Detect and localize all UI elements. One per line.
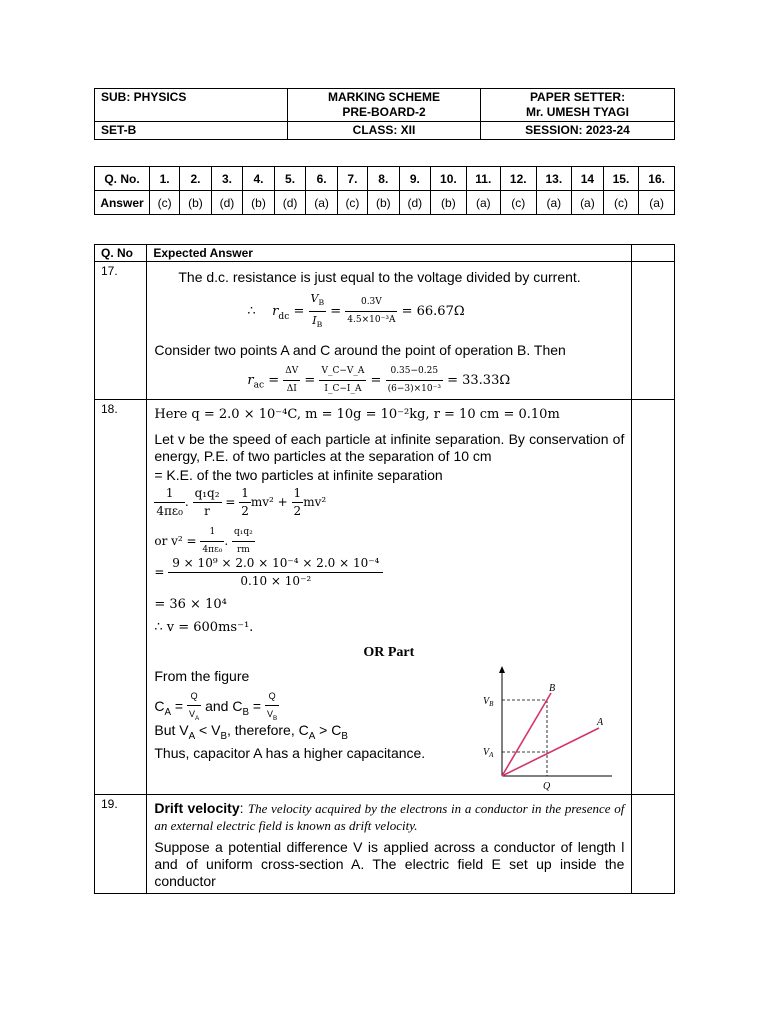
q18-q-vb [265,688,279,727]
qno-18: 18. [95,400,147,795]
q18-va-sub: A [195,714,200,722]
qno-19: 19. [95,795,147,894]
q18-coulomb-const [154,485,185,520]
marks-17 [631,262,674,400]
q18-q1q2: q₁q₂ [193,485,222,503]
q17-den2: (6−3)×10⁻³ [387,384,441,394]
q17-rdc-equation [247,290,464,333]
q17-eq-3: = [268,373,280,388]
setter-cell [481,89,675,122]
scheme-title: MARKING SCHEME [327,90,440,104]
q17-rac-equation [247,363,510,398]
q17-rac-symbol: r [247,373,254,388]
q18-big-fraction [168,555,383,590]
mcq-question-3: 3. [211,167,243,191]
mcq-question-8: 8. [368,167,400,191]
mcq-answer-15: (c) [603,191,639,215]
q17-eq-4: = [304,373,316,388]
mcq-answer-2: (b) [180,191,212,215]
mcq-answer-12: (c) [500,191,536,215]
graph-label-vb: $V_B$ [483,696,494,708]
mcq-question-12: 12. [500,167,536,191]
q19-term: Drift velocity [154,800,240,816]
answer-row-17 [95,262,675,400]
q17-dv-di-fraction [283,363,300,398]
q17-icia: I_C−I_A [324,384,362,394]
q18-4pe: 4πε₀ [156,504,183,518]
session-label: SESSION: 2023-24 [525,123,630,137]
qno-17: 17. [95,262,147,400]
graph-label-b: B [549,683,556,694]
q18-q1q2-r [193,485,222,520]
mcq-question-11: 11. [466,167,500,191]
q17-rdc-sub: dc [278,311,290,322]
q18-ca: C [154,698,165,715]
mcq-answer-13: (a) [536,191,572,215]
mcq-answer-table [94,166,675,215]
q17-therefore-symbol: ∴ [247,304,256,320]
mcq-question-5: 5. [274,167,306,191]
q18-half1-den: 2 [241,504,249,518]
mcq-answer-1: (c) [150,191,180,215]
mcq-answer-8: (b) [368,191,400,215]
q18-line2: = K.E. of the two particles at infinite separation [154,467,443,483]
q18-comparison [154,722,348,745]
setter-label: PAPER SETTER: [529,90,626,104]
q18-half2-num: 1 [292,485,304,503]
setter-name: Mr. UMESH TYAGI [526,105,629,119]
q17-line1: The d.c. resistance is just equal to the voltage divided by current. [178,269,581,285]
marks-19 [631,795,674,894]
marks-18 [631,400,674,795]
mcq-question-1: 1. [150,167,180,191]
graph-label-q: Q [543,781,551,792]
q18-big-den: 0.10 × 10⁻² [240,574,312,588]
q19-colon: : [239,800,244,816]
graph-label-va: $V_A$ [483,747,494,759]
q18-or-num: 1 [200,524,224,542]
q17-vb-sub: B [318,298,325,308]
graph-label-a: A [597,717,604,728]
q18-ca2: A [308,730,316,742]
q17-vb-ib-fraction [309,290,327,333]
q18-or-qrm [232,524,255,559]
q18-vb-sub: B [273,714,278,722]
q17-value2-fraction [386,363,443,398]
q18-mv2: mv² [303,495,327,509]
exam-name: PRE-BOARD-2 [342,105,426,119]
set-cell [95,122,288,140]
q18-conclusion: Thus, capacitor A has a higher capacitance. [154,745,426,761]
graph-y-arrow [499,666,505,673]
session-cell [481,122,675,140]
q18-ca-sub: A [164,706,172,718]
answer-row-19 [95,795,675,894]
subject-label: SUB: PHYSICS [101,90,187,104]
mcq-answer-4: (b) [243,191,275,215]
q19-definition-block [154,800,624,834]
mcq-answer-10: (b) [431,191,467,215]
q18-cb-sub: B [242,706,250,718]
q18-gt-cb: > C [319,722,342,738]
q18-half-1 [239,485,251,520]
q17-vb: V [310,292,319,305]
class-label: CLASS: XII [352,123,416,137]
mcq-answer-11: (a) [466,191,500,215]
q17-rac-sub: ac [253,380,265,391]
q17-ib: I [312,314,317,328]
mcq-question-14: 14 [572,167,604,191]
answer-18 [147,400,631,795]
mcq-answer-5: (d) [274,191,306,215]
q17-eq-5: = [370,373,382,388]
col-qno-header: Q. No [95,245,147,262]
q18-half1-num: 1 [239,485,251,503]
mcq-answer-14: (a) [572,191,604,215]
mcq-question-10: 10. [431,167,467,191]
q17-ib-sub: B [316,320,323,330]
q17-result2: = 33.33Ω [447,373,511,388]
q18-capacitance-defs: $C_A$ = $\frac{Q}{V_A}$ and $C_B$ = $\frac{Q}{V_B}$ [154,688,279,727]
q18-cb2: B [341,730,348,742]
mcq-question-15: 15. [603,167,639,191]
q-v-graph [475,658,615,793]
q17-value-fraction [345,294,397,329]
q18-but-a: A [188,730,196,742]
q17-eq-2: = [330,304,342,320]
q18-or-rm: rm [236,545,250,555]
mcq-question-13: 13. [536,167,572,191]
q18-or-den: 4πε₀ [202,545,223,555]
mcq-question-row [95,167,675,191]
q18-given: Here q = 2.0 × 10⁻⁴C, m = 10g = 10⁻²kg, r = 10 cm = 0.10m [154,407,560,422]
q18-big-num: 9 × 10⁹ × 2.0 × 10⁻⁴ × 2.0 × 10⁻⁴ [168,555,383,573]
q17-num2: 0.35−0.25 [386,363,443,381]
q17-result1: = 66.67Ω [401,304,465,320]
mcq-question-4: 4. [243,167,275,191]
q18-mv2-plus: mv² + [250,495,288,509]
q17-di: ΔI [286,384,297,394]
mcq-question-16: 16. [639,167,675,191]
q18-therefore-c: , therefore, C [227,722,309,738]
q18-half2-den: 2 [293,504,302,518]
q19-para: Suppose a potential difference V is applied across a conductor of length l and of uniform cross-section A. The electric field E set up inside the conductor [154,839,625,889]
mcq-question-9: 9. [399,167,431,191]
q18-substitution: = $\frac{\text{9 × 10⁹ × 2.0 × 10⁻⁴ × 2.0 × 10⁻⁴}}{\text{0.10 × 10⁻²}}$ [154,555,383,590]
class-cell [288,122,481,140]
q18-q-va [187,688,201,727]
q18-q-num-a: Q [187,688,201,706]
q18-energy-equation: $\frac{1}{\text{4πε₀}}$ . $\frac{\text{q₁q₂}}{r}$ = $\frac{1}{2}$ mv² + $\frac{1}{2}$ mv² [156,486,327,518]
answer-19 [147,795,631,894]
col-expected-header: Expected Answer [147,245,631,262]
answers-header-row [95,245,675,262]
q17-rdc-symbol: r [272,304,279,320]
q17-den1: 4.5×10⁻³A [347,315,396,326]
q18-r: r [204,504,210,518]
mcq-answer-7: (c) [337,191,367,215]
q18-fig-line: From the figure [154,668,250,684]
q19-definition: The velocity acquired by the electrons in a conductor in the presence of an external electric field is known as drift velocity. [154,801,625,833]
q18-and-cb: and C [205,698,243,715]
mcq-answer-9: (d) [399,191,431,215]
mcq-question-7: 7. [337,167,367,191]
set-label: SET-B [101,123,137,137]
mcq-answer-3: (d) [211,191,243,215]
q17-line2: Consider two points A and C around the point of operation B. Then [154,342,566,358]
q18-va: V [189,709,196,719]
col-marks-header [631,245,674,262]
q18-v2-equation: or v² = $\frac{1}{\text{4πε₀}}$ . $\frac{\text{q₁q₂}}{rm}$ [154,524,254,559]
q18-lt-vb: < V [199,722,221,738]
answer-row-18 [95,400,675,795]
q18-q-num-b: Q [265,688,279,706]
q17-vc-ic-fraction [319,363,366,398]
q18-vb: V [266,709,273,719]
mcq-question-2: 2. [180,167,212,191]
q18-but-va: But V [154,722,189,738]
q18-result1: = 36 × 10⁴ [154,597,227,612]
q17-dv: ΔV [283,363,300,381]
q18-result2: ∴ v = 600ms⁻¹. [154,620,254,635]
mcq-question-6: 6. [306,167,338,191]
mcq-q-label: Q. No. [95,167,150,191]
q18-or-const [200,524,224,559]
q18-but-b: B [220,730,227,742]
q18-one: 1 [154,485,185,503]
q17-vcva: V_C−V_A [319,363,366,381]
answers-table [94,244,675,894]
mcq-answer-row [95,191,675,215]
mcq-answer-6: (a) [306,191,338,215]
answer-17 [147,262,631,400]
subject-cell [95,89,288,122]
scheme-cell [288,89,481,122]
q18-line1: Let v be the speed of each particle at infinite separation. By conservation of energy, P.E. of two particles at the separation of 10 cm [154,431,625,464]
mcq-a-label: Answer [95,191,150,215]
q18-or-v2: or v² = [154,534,197,548]
q18-or-q: q₁q₂ [232,524,255,542]
q18-or-part-heading: OR Part [363,645,415,660]
header-table [94,88,675,140]
q17-num1: 0.3V [345,294,397,312]
mcq-answer-16: (a) [639,191,675,215]
q18-half-2 [292,485,304,520]
q17-eq-1: = [293,304,305,320]
